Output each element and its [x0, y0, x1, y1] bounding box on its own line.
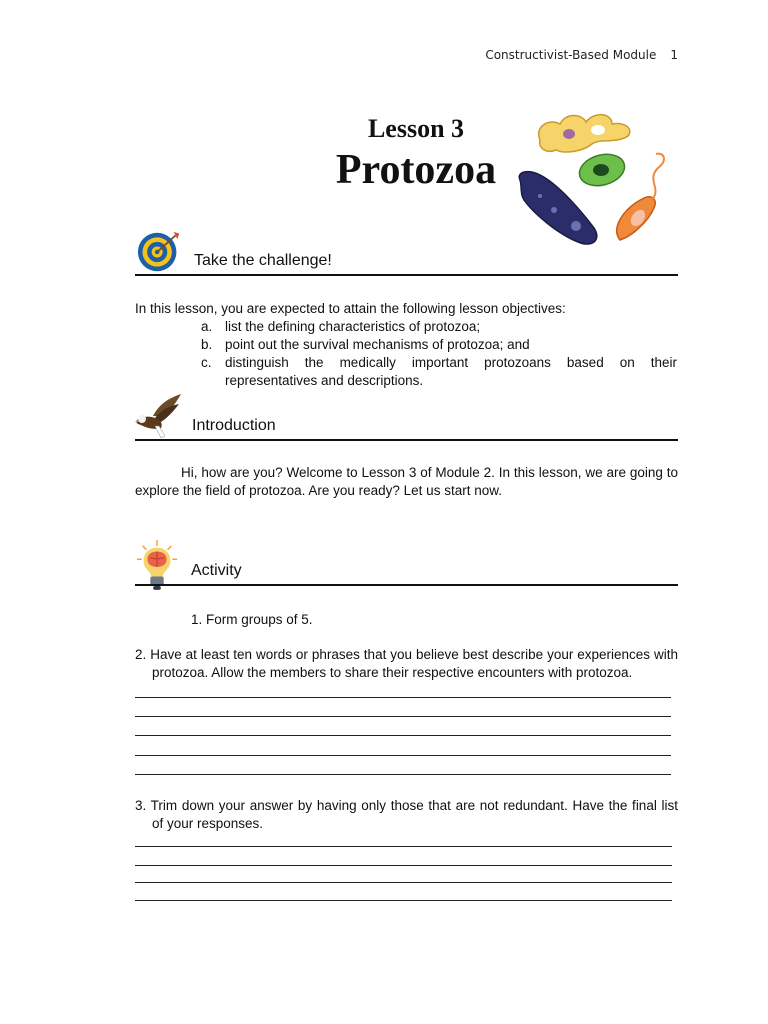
target-icon — [135, 230, 183, 274]
activity-step: 3. Trim down your answer by having only those that are not redundant. Have the final list of your responses. — [135, 798, 678, 831]
module-title: Constructivist-Based Module — [485, 48, 657, 62]
list-item — [201, 318, 677, 336]
section-divider — [135, 274, 678, 276]
list-item — [201, 354, 677, 390]
activity-title: Activity — [191, 562, 242, 579]
answer-line[interactable] — [135, 846, 672, 847]
objective-text: list the defining characteristics of protozoa; — [225, 319, 481, 334]
list-item — [201, 336, 677, 354]
objective-marker: a. — [201, 319, 213, 334]
objective-text: point out the survival mechanisms of protozoa; and — [225, 337, 530, 352]
answer-line[interactable] — [135, 735, 671, 736]
objective-marker: c. — [201, 355, 212, 370]
answer-line[interactable] — [135, 882, 672, 883]
eagle-icon — [135, 394, 183, 440]
objective-text-line: representatives and descriptions. — [225, 373, 424, 388]
section-divider — [135, 584, 678, 586]
challenge-section-header — [135, 228, 678, 276]
activity-step: 1. Form groups of 5. — [191, 612, 313, 627]
answer-line[interactable] — [135, 755, 671, 756]
introduction-paragraph: Hi, how are you? Welcome to Lesson 3 of Module 2. In this lesson, we are going to explore the field of protozoa. Are you ready? Let us start now. — [135, 465, 678, 498]
answer-line[interactable] — [135, 774, 671, 775]
activity-step: 2. Have at least ten words or phrases that you believe best describe your experiences with protozoa. Allow the members to share their respective encounters with protozoa. — [135, 647, 678, 680]
introduction-title: Introduction — [192, 417, 276, 434]
objective-text — [225, 354, 677, 390]
objective-text-line: distinguish the medically important protozoans based on their — [225, 355, 677, 370]
answer-line[interactable] — [135, 697, 671, 698]
introduction-section-header — [135, 394, 678, 441]
objective-marker: b. — [201, 337, 213, 352]
answer-line[interactable] — [135, 865, 672, 866]
page-number: 1 — [670, 48, 678, 62]
activity-section-header — [135, 538, 678, 586]
answer-line[interactable] — [135, 716, 671, 717]
lesson-number: Lesson 3 — [367, 114, 465, 143]
answer-line[interactable] — [135, 900, 672, 901]
challenge-title: Take the challenge! — [194, 252, 332, 269]
page-header — [485, 48, 678, 62]
section-divider — [135, 439, 678, 441]
objectives-list — [201, 318, 677, 390]
lesson-title: Protozoa — [335, 147, 497, 193]
objectives-intro: In this lesson, you are expected to attain the following lesson objectives: — [135, 301, 566, 316]
